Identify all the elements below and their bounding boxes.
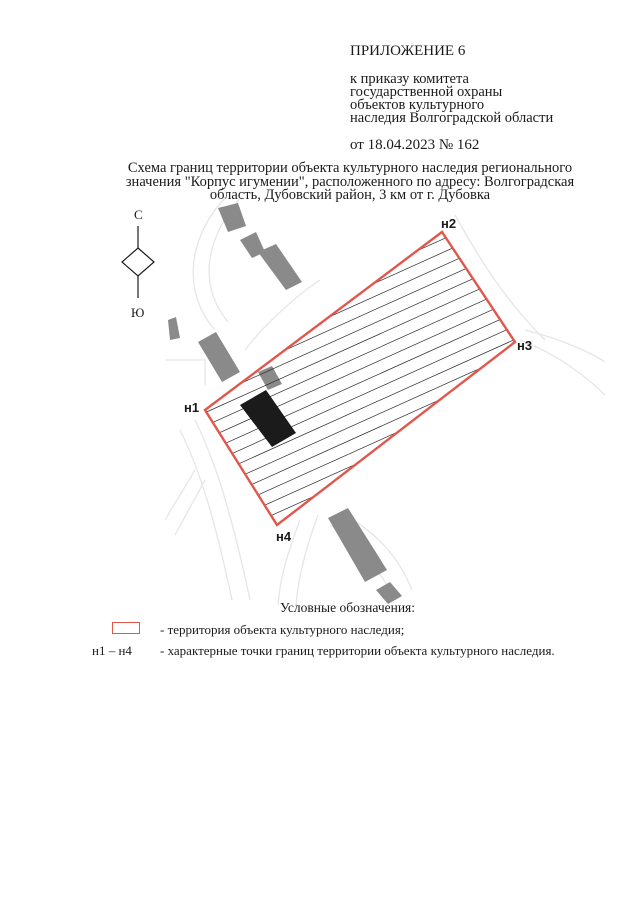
- hatch-line: [0, 106, 640, 661]
- hatch-line: [0, 209, 640, 764]
- scheme-title-line: Схема границ территории объекта культурного наследия регионального: [127, 160, 573, 176]
- hatch-line: [39, 0, 640, 426]
- compass-south-label: Ю: [131, 305, 145, 320]
- scheme-title-line: значения "Корпус игумении", расположенного по адресу: Волгоградская: [125, 173, 575, 190]
- order-line: государственной охраны: [350, 84, 503, 100]
- compass: [122, 207, 154, 320]
- hatch-line: [42, 0, 640, 412]
- building: [328, 508, 387, 582]
- scheme-title-line: область, Дубовский район, 3 км от г. Дубовка: [209, 187, 491, 203]
- hatch-line: [5, 33, 640, 588]
- building: [168, 317, 180, 340]
- building: [198, 332, 240, 382]
- building: [258, 244, 302, 290]
- hatch-line: [0, 223, 640, 778]
- hatch-line: [0, 77, 640, 632]
- hatch-line: [33, 0, 640, 456]
- hatch-line: [2, 47, 640, 602]
- hatch-line: [24, 0, 640, 500]
- compass-north-label: С: [134, 207, 143, 222]
- hatch-line: [0, 121, 640, 676]
- road-outlines: [165, 198, 605, 605]
- legend-points-text: - характерные точки границ территории объекта культурного наследия.: [160, 643, 555, 658]
- hatch-line: [0, 238, 640, 793]
- hatch-line: [0, 91, 640, 646]
- heritage-building: [240, 390, 296, 447]
- hatch-line: [21, 0, 640, 514]
- legend-points-code: н1 – н4: [92, 643, 132, 658]
- legend-territory-text: - территория объекта культурного наследия;: [160, 622, 405, 637]
- order-line: наследия Волгоградской области: [350, 110, 554, 126]
- order-line: объектов культурного: [350, 97, 485, 113]
- hatch-line: [11, 3, 640, 558]
- compass-diamond-icon: [122, 248, 154, 276]
- building: [258, 366, 282, 390]
- annex-title: ПРИЛОЖЕНИЕ 6: [350, 43, 466, 59]
- hatch-line: [27, 0, 640, 485]
- legend-territory-swatch: [112, 622, 140, 634]
- order-date: от 18.04.2023 № 162: [350, 137, 480, 153]
- hatch-line: [0, 194, 640, 749]
- hatch-line: [49, 0, 640, 382]
- point-label-n1: н1: [184, 400, 200, 415]
- point-label-n2: н2: [441, 216, 457, 231]
- hatch-line: [30, 0, 640, 470]
- legend-title: Условные обозначения:: [280, 600, 416, 615]
- hatch-line: [0, 267, 633, 822]
- hatch-line: [14, 0, 640, 544]
- point-label-n4: н4: [276, 529, 292, 544]
- point-label-n3: н3: [517, 338, 533, 353]
- hatch-line: [36, 0, 640, 441]
- order-line: к приказу комитета: [350, 71, 469, 87]
- building: [218, 203, 246, 232]
